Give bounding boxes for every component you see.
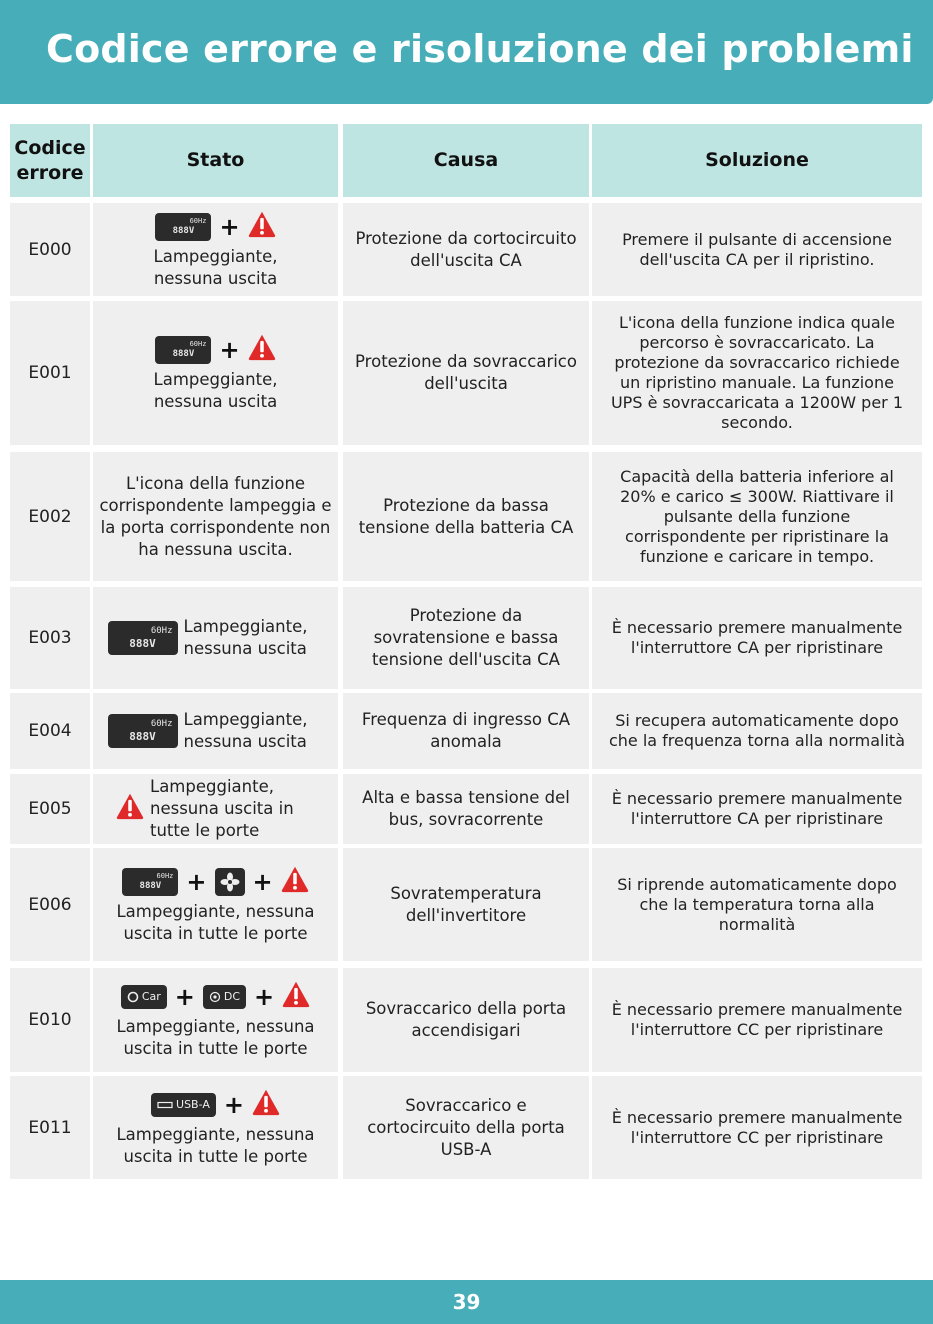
state-icons: [121, 980, 310, 1014]
plus-sign: +: [252, 867, 273, 896]
state-content: [141, 333, 291, 413]
display-volt-text: 888V: [172, 225, 195, 236]
state-text: Lampeggiante, nessuna uscita in tutte le porte: [150, 777, 294, 840]
cause-text: Protezione da cortocircuito dell'uscita CA: [355, 228, 577, 270]
header-label: Causa: [433, 149, 499, 171]
solution-cell: [592, 452, 922, 581]
cause-cell: [343, 587, 589, 689]
error-code-cell: [10, 452, 90, 581]
state-text: Lampeggiante, nessuna uscita in tutte le porte: [116, 1124, 315, 1166]
state-cell: [93, 693, 338, 769]
cause-text: Protezione da bassa tensione della batteria CA: [358, 495, 574, 537]
error-code: E011: [28, 1117, 72, 1138]
page-title: Codice errore e risoluzione dei problemi: [46, 27, 914, 71]
cause-text: Protezione da sovratensione e bassa tensione dell'uscita CA: [372, 606, 560, 669]
solution-text: È necessario premere manualmente l'interruttore CA per ripristinare: [611, 618, 903, 657]
column-header: [93, 124, 338, 197]
usb-a-port-label: USB-A: [176, 1097, 210, 1111]
cause-cell: [343, 301, 589, 445]
cause-cell: [343, 968, 589, 1072]
column-header: [592, 124, 922, 197]
plus-sign: +: [174, 983, 195, 1011]
state-content: [101, 1088, 331, 1168]
display-volt-text: 888V: [139, 880, 162, 891]
solution-text: Capacità della batteria inferiore al 20% e carico ≤ 300W. Riattivare il pulsante della funzione corrispondente per ripristinare la funzione e caricare in tempo.: [620, 466, 894, 566]
error-code: E003: [28, 628, 72, 648]
error-code-cell: [10, 968, 90, 1072]
state-icons: [122, 865, 308, 899]
state-icons: [155, 210, 275, 244]
cause-text: Alta e bassa tensione del bus, sovracorrente: [362, 788, 570, 829]
error-code: E004: [28, 721, 72, 741]
warning-icon: [282, 980, 310, 1014]
state-text: Lampeggiante, nessuna uscita: [183, 710, 308, 751]
error-code-cell: [10, 693, 90, 769]
plus-sign: +: [223, 1090, 244, 1119]
warning-icon: [248, 210, 276, 244]
state-content: [101, 865, 331, 945]
error-code: E010: [28, 1010, 72, 1030]
ac-display-icon: [108, 621, 178, 655]
state-content: [108, 616, 324, 660]
header-label: Codice errore: [14, 136, 86, 184]
page-footer: [0, 1280, 933, 1324]
state-cell: [93, 968, 338, 1072]
state-text: L'icona della funzione corrispondente lampeggia e la porta corrispondente non ha nessuna uscita.: [99, 473, 332, 559]
solution-cell: [592, 587, 922, 689]
solution-text: È necessario premere manualmente l'interruttore CC per ripristinare: [611, 1000, 903, 1039]
error-code: E000: [28, 239, 72, 260]
state-text: Lampeggiante, nessuna uscita in tutte le porte: [116, 901, 315, 943]
error-code-cell: [10, 301, 90, 445]
error-code: E005: [28, 799, 72, 819]
plus-sign: +: [219, 212, 240, 241]
state-text: Lampeggiante, nessuna uscita: [153, 246, 278, 288]
state-icons: [155, 333, 275, 367]
state-cell: [93, 452, 338, 581]
cause-cell: [343, 848, 589, 961]
plus-sign: +: [186, 867, 207, 896]
ac-display-icon: [122, 868, 178, 896]
state-cell: [93, 203, 338, 296]
cause-text: Sovratemperatura dell'invertitore: [390, 883, 542, 925]
car-port-icon: [121, 985, 167, 1009]
page-header: [0, 0, 933, 104]
solution-cell: [592, 693, 922, 769]
solution-text: È necessario premere manualmente l'interruttore CA per ripristinare: [611, 789, 903, 828]
plus-sign: +: [254, 983, 275, 1011]
display-volt-text: 888V: [129, 730, 156, 743]
state-cell: [93, 848, 338, 961]
cause-text: Sovraccarico della porta accendisigari: [365, 999, 567, 1040]
state-icons: [151, 1088, 280, 1122]
solution-cell: [592, 1076, 922, 1179]
warning-icon: [248, 333, 276, 367]
state-content: [141, 210, 291, 290]
error-code: E006: [28, 894, 72, 915]
cause-cell: [343, 693, 589, 769]
display-hz-text: 60Hz: [189, 216, 207, 225]
solution-cell: [592, 848, 922, 961]
solution-text: L'icona della funzione indica quale percorso è sovraccaricato. La protezione da sovraccarico richiede un ripristino manuale. La funzione UPS è sovraccaricata a 1200W per 1 secondo.: [610, 313, 904, 432]
error-code-cell: [10, 848, 90, 961]
state-content: [101, 980, 331, 1060]
column-header: [10, 124, 90, 197]
state-text: Lampeggiante, nessuna uscita: [183, 617, 308, 658]
display-hz-text: 60Hz: [150, 719, 173, 729]
state-cell: [93, 301, 338, 445]
column-header: [343, 124, 589, 197]
state-text: Lampeggiante, nessuna uscita in tutte le porte: [116, 1017, 315, 1058]
solution-cell: [592, 301, 922, 445]
solution-cell: [592, 968, 922, 1072]
display-hz-text: 60Hz: [189, 340, 207, 348]
solution-text: Si riprende automaticamente dopo che la temperatura torna alla normalità: [617, 874, 897, 934]
state-content: [116, 776, 315, 842]
ac-display-icon: [155, 213, 211, 241]
error-code: E001: [28, 363, 72, 383]
error-code: E002: [28, 506, 72, 527]
error-code-cell: [10, 203, 90, 296]
cause-text: Frequenza di ingresso CA anomala: [361, 710, 571, 751]
state-cell: [93, 587, 338, 689]
solution-cell: [592, 774, 922, 844]
solution-cell: [592, 203, 922, 296]
cause-text: Sovraccarico e cortocircuito della porta USB-A: [367, 1095, 565, 1159]
state-text: Lampeggiante, nessuna uscita: [153, 370, 278, 411]
display-hz-text: 60Hz: [156, 871, 174, 880]
display-volt-text: 888V: [129, 637, 156, 650]
warning-icon: [116, 792, 144, 826]
state-content: [108, 709, 324, 753]
cause-cell: [343, 774, 589, 844]
car-port-label: Car: [141, 990, 161, 1003]
cause-cell: [343, 203, 589, 296]
dc-port-label: DC: [223, 990, 241, 1003]
solution-text: Premere il pulsante di accensione dell'uscita CA per il ripristino.: [622, 229, 892, 269]
page-number: 39: [452, 1290, 481, 1314]
error-code-cell: [10, 1076, 90, 1179]
display-volt-text: 888V: [172, 349, 195, 359]
fan-icon: [215, 868, 245, 896]
state-cell: [93, 774, 338, 844]
cause-cell: [343, 1076, 589, 1179]
solution-text: È necessario premere manualmente l'interruttore CC per ripristinare: [611, 1107, 903, 1147]
header-label: Stato: [186, 149, 245, 171]
solution-text: Si recupera automaticamente dopo che la frequenza torna alla normalità: [608, 711, 906, 750]
ac-display-icon: [108, 714, 178, 748]
cause-text: Protezione da sovraccarico dell'uscita: [355, 352, 577, 393]
dc-port-icon: [203, 985, 246, 1009]
display-hz-text: 60Hz: [150, 626, 173, 636]
plus-sign: +: [219, 336, 240, 364]
state-cell: [93, 1076, 338, 1179]
usb-a-port-icon: [151, 1093, 216, 1117]
warning-icon: [252, 1088, 280, 1122]
cause-cell: [343, 452, 589, 581]
ac-display-icon: [155, 336, 211, 364]
warning-icon: [281, 865, 309, 899]
error-code-cell: [10, 774, 90, 844]
error-code-cell: [10, 587, 90, 689]
header-label: Soluzione: [705, 149, 809, 171]
